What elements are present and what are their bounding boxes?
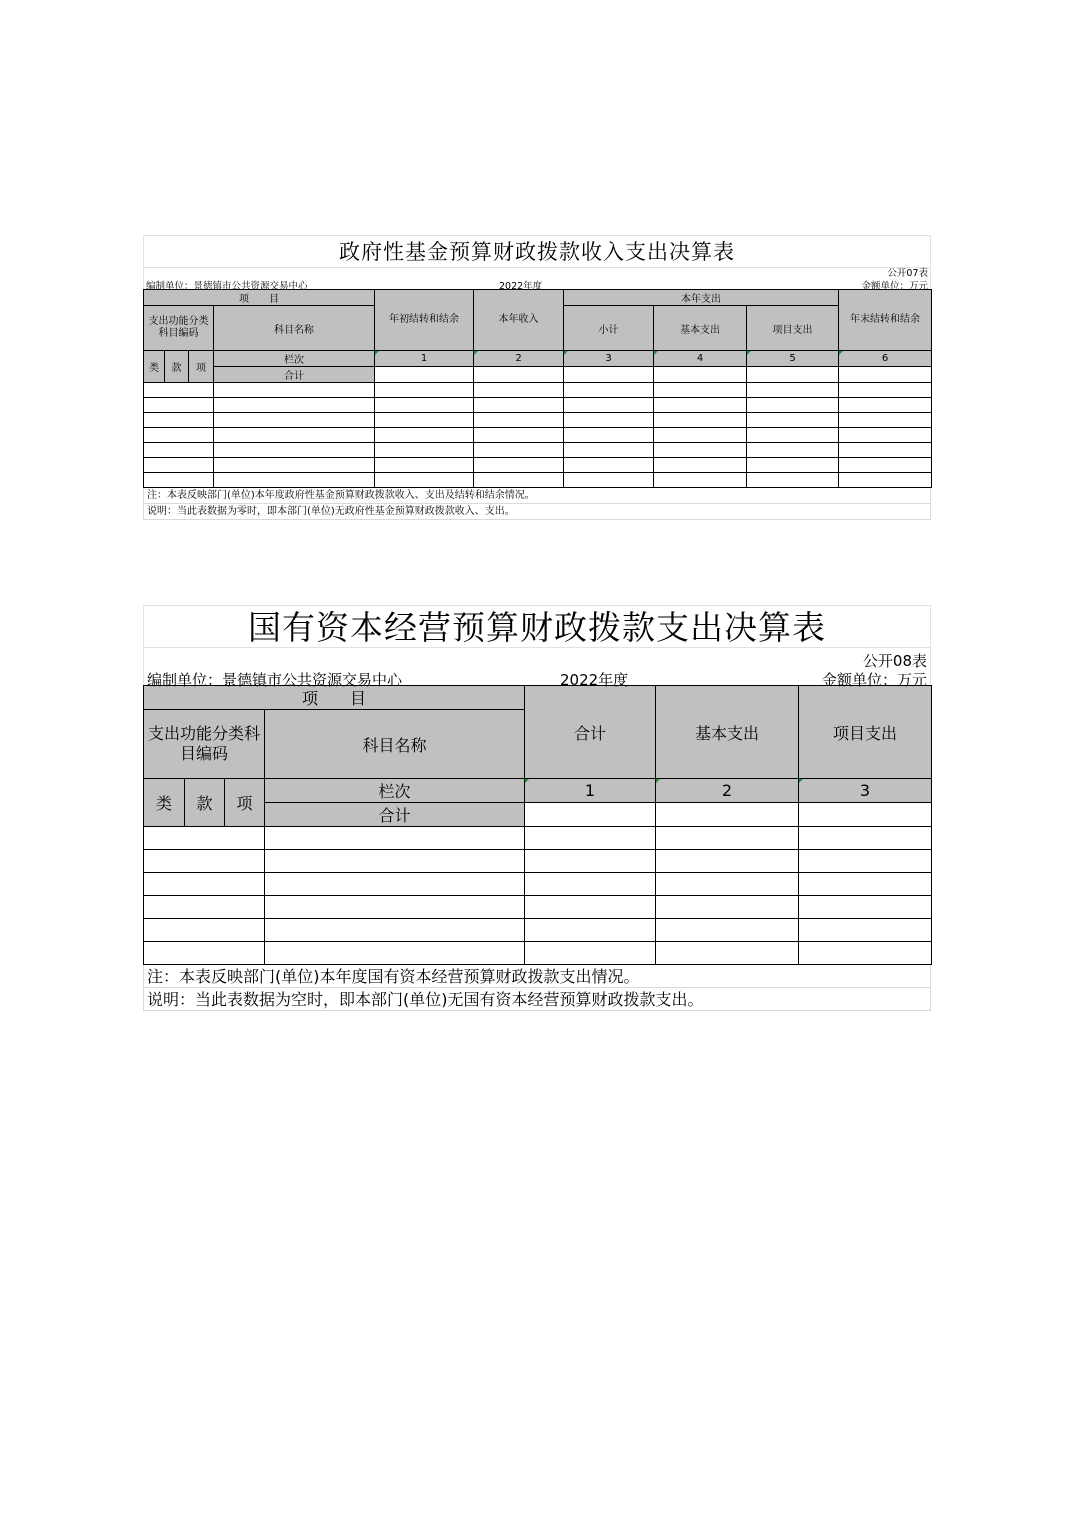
- table-cell[interactable]: [525, 827, 656, 850]
- table-cell[interactable]: [375, 367, 474, 383]
- column-number: 5: [747, 351, 839, 367]
- column-number: 1: [525, 779, 656, 803]
- table-cell[interactable]: [839, 428, 932, 443]
- table-cell[interactable]: [144, 942, 265, 965]
- table-row: [144, 873, 932, 896]
- table-cell[interactable]: [839, 413, 932, 428]
- header-subject-name: 科目名称: [265, 710, 525, 779]
- header-item: 项 目: [144, 686, 525, 710]
- header-project-expense: 项目支出: [747, 306, 839, 351]
- table-cell[interactable]: [525, 896, 656, 919]
- state-capital-table-section: [143, 605, 931, 1011]
- table-cell[interactable]: [799, 803, 932, 827]
- table-cell[interactable]: [747, 443, 839, 458]
- form-number: 公开08表: [862, 652, 927, 670]
- table-cell[interactable]: [144, 896, 265, 919]
- fund-budget-table: [143, 289, 932, 488]
- table-cell[interactable]: [144, 428, 214, 443]
- table-cell[interactable]: [474, 383, 564, 398]
- table-cell[interactable]: [564, 458, 654, 473]
- table-cell[interactable]: [265, 850, 525, 873]
- table-cell[interactable]: [747, 473, 839, 488]
- header-total: 合计: [525, 686, 656, 779]
- table-row: [144, 919, 932, 942]
- table-cell[interactable]: [747, 413, 839, 428]
- header-begin-balance: 年初结转和结余: [375, 290, 474, 351]
- header-lei: 类: [144, 351, 165, 383]
- header-subject-name: 科目名称: [214, 306, 375, 351]
- table-cell[interactable]: [214, 398, 375, 413]
- table-cell[interactable]: [839, 458, 932, 473]
- table-meta: [143, 267, 931, 292]
- table-cell[interactable]: [799, 942, 932, 965]
- table-cell[interactable]: [474, 413, 564, 428]
- table-cell[interactable]: [375, 443, 474, 458]
- table-cell[interactable]: [474, 367, 564, 383]
- table-cell[interactable]: [839, 398, 932, 413]
- column-number: 2: [474, 351, 564, 367]
- table-cell[interactable]: [654, 413, 747, 428]
- table-cell[interactable]: [375, 413, 474, 428]
- table-row: [144, 827, 932, 850]
- header-subtotal: 小计: [564, 306, 654, 351]
- table-cell[interactable]: [564, 443, 654, 458]
- table-row: [144, 850, 932, 873]
- header-item: 项 目: [144, 290, 375, 306]
- table-cell[interactable]: [375, 473, 474, 488]
- table-cell[interactable]: [564, 428, 654, 443]
- table-row: [144, 398, 932, 413]
- table-cell[interactable]: [525, 873, 656, 896]
- table-cell[interactable]: [656, 803, 799, 827]
- header-income: 本年收入: [474, 290, 564, 351]
- header-kuan: 款: [185, 779, 225, 827]
- table-cell[interactable]: [265, 827, 525, 850]
- table-cell[interactable]: [144, 850, 265, 873]
- table-cell[interactable]: [564, 473, 654, 488]
- amount-unit: 金额单位：万元: [861, 281, 928, 292]
- table-cell[interactable]: [656, 873, 799, 896]
- table-row: [144, 413, 932, 428]
- column-number: 2: [656, 779, 799, 803]
- table-cell[interactable]: [747, 458, 839, 473]
- table-cell[interactable]: [656, 896, 799, 919]
- column-number: 6: [839, 351, 932, 367]
- table-cell[interactable]: [474, 428, 564, 443]
- table-cell[interactable]: [144, 413, 214, 428]
- table-cell[interactable]: [265, 896, 525, 919]
- header-function-code: 支出功能分类科目编码: [144, 306, 214, 351]
- compiling-unit: 编制单位：景德镇市公共资源交易中心: [146, 281, 308, 292]
- header-basic-expense: 基本支出: [654, 306, 747, 351]
- table-explanation: 说明：当此表数据为零时，即本部门(单位)无政府性基金预算财政拨款收入、支出。: [143, 504, 931, 520]
- table-cell[interactable]: [375, 458, 474, 473]
- table-cell[interactable]: [656, 942, 799, 965]
- table-cell[interactable]: [265, 919, 525, 942]
- table-cell[interactable]: [474, 458, 564, 473]
- header-column-index: 栏次: [265, 779, 525, 803]
- table-cell[interactable]: [656, 827, 799, 850]
- table-row: [144, 896, 932, 919]
- table-cell[interactable]: [375, 383, 474, 398]
- table-cell[interactable]: [144, 383, 214, 398]
- header-expense-group: 本年支出: [564, 290, 839, 306]
- total-row-label: 合计: [265, 803, 525, 827]
- header-column-index: 栏次: [214, 351, 375, 367]
- table-cell[interactable]: [654, 458, 747, 473]
- table-row: [144, 383, 932, 398]
- table-cell[interactable]: [747, 367, 839, 383]
- table-cell[interactable]: [747, 428, 839, 443]
- table-cell[interactable]: [799, 827, 932, 850]
- table-cell[interactable]: [525, 942, 656, 965]
- form-number: 公开07表: [887, 268, 928, 279]
- column-number: 3: [564, 351, 654, 367]
- table-cell[interactable]: [144, 827, 265, 850]
- table-cell[interactable]: [747, 383, 839, 398]
- table-cell[interactable]: [799, 850, 932, 873]
- table-cell[interactable]: [265, 942, 525, 965]
- table-cell[interactable]: [144, 398, 214, 413]
- table-cell[interactable]: [144, 873, 265, 896]
- table-cell[interactable]: [214, 458, 375, 473]
- table-cell[interactable]: [839, 473, 932, 488]
- table-cell[interactable]: [144, 458, 214, 473]
- table-cell[interactable]: [564, 398, 654, 413]
- table-cell[interactable]: [214, 413, 375, 428]
- table-cell[interactable]: [265, 873, 525, 896]
- table-cell[interactable]: [525, 919, 656, 942]
- total-row-label: 合计: [214, 367, 375, 383]
- table-row: [144, 428, 932, 443]
- header-function-code: 支出功能分类科目编码: [144, 710, 265, 779]
- table-cell[interactable]: [474, 473, 564, 488]
- table-cell[interactable]: [525, 850, 656, 873]
- header-lei: 类: [144, 779, 185, 827]
- table-cell[interactable]: [144, 473, 214, 488]
- table-cell[interactable]: [375, 398, 474, 413]
- header-xiang: 项: [225, 779, 265, 827]
- table-cell[interactable]: [144, 443, 214, 458]
- fiscal-year: 2022年度: [560, 671, 629, 689]
- table-note: 注：本表反映部门(单位)本年度国有资本经营预算财政拨款支出情况。: [143, 965, 931, 988]
- table-cell[interactable]: [654, 367, 747, 383]
- table-cell[interactable]: [656, 919, 799, 942]
- table-cell[interactable]: [564, 413, 654, 428]
- table-cell[interactable]: [214, 443, 375, 458]
- header-kuan: 款: [165, 351, 189, 383]
- header-end-balance: 年末结转和结余: [839, 290, 932, 351]
- table-note: 注：本表反映部门(单位)本年度政府性基金预算财政拨款收入、支出及结转和结余情况。: [143, 488, 931, 504]
- column-number: 3: [799, 779, 932, 803]
- table-title: 国有资本经营预算财政拨款支出决算表: [143, 605, 931, 647]
- table-cell[interactable]: [525, 803, 656, 827]
- column-number: 1: [375, 351, 474, 367]
- table-cell[interactable]: [839, 443, 932, 458]
- table-row: [144, 473, 932, 488]
- table-title: 政府性基金预算财政拨款收入支出决算表: [143, 235, 931, 267]
- table-cell[interactable]: [799, 896, 932, 919]
- table-cell[interactable]: [799, 919, 932, 942]
- column-number: 4: [654, 351, 747, 367]
- header-project-expense: 项目支出: [799, 686, 932, 779]
- table-cell[interactable]: [654, 428, 747, 443]
- fiscal-year: 2022年度: [499, 281, 543, 292]
- table-row: [144, 458, 932, 473]
- table-cell[interactable]: [839, 383, 932, 398]
- table-row: [144, 443, 932, 458]
- table-cell[interactable]: [375, 428, 474, 443]
- table-cell[interactable]: [654, 398, 747, 413]
- header-xiang: 项: [189, 351, 214, 383]
- table-cell[interactable]: [474, 443, 564, 458]
- table-cell[interactable]: [214, 473, 375, 488]
- state-capital-table: [143, 685, 932, 965]
- table-cell[interactable]: [214, 428, 375, 443]
- table-cell[interactable]: [656, 850, 799, 873]
- table-cell[interactable]: [564, 367, 654, 383]
- table-cell[interactable]: [839, 367, 932, 383]
- table-cell[interactable]: [799, 873, 932, 896]
- table-explanation: 说明：当此表数据为空时，即本部门(单位)无国有资本经营预算财政拨款支出。: [143, 988, 931, 1011]
- table-cell[interactable]: [564, 383, 654, 398]
- compiling-unit: 编制单位：景德镇市公共资源交易中心: [147, 671, 403, 689]
- table-cell[interactable]: [214, 383, 375, 398]
- table-cell[interactable]: [144, 919, 265, 942]
- table-cell[interactable]: [747, 398, 839, 413]
- fund-budget-table-section: [143, 235, 931, 520]
- table-row: [144, 942, 932, 965]
- table-cell[interactable]: [654, 383, 747, 398]
- amount-unit: 金额单位：万元: [821, 671, 927, 689]
- table-cell[interactable]: [474, 398, 564, 413]
- table-meta: [143, 647, 931, 689]
- table-cell[interactable]: [654, 473, 747, 488]
- header-basic-expense: 基本支出: [656, 686, 799, 779]
- table-cell[interactable]: [654, 443, 747, 458]
